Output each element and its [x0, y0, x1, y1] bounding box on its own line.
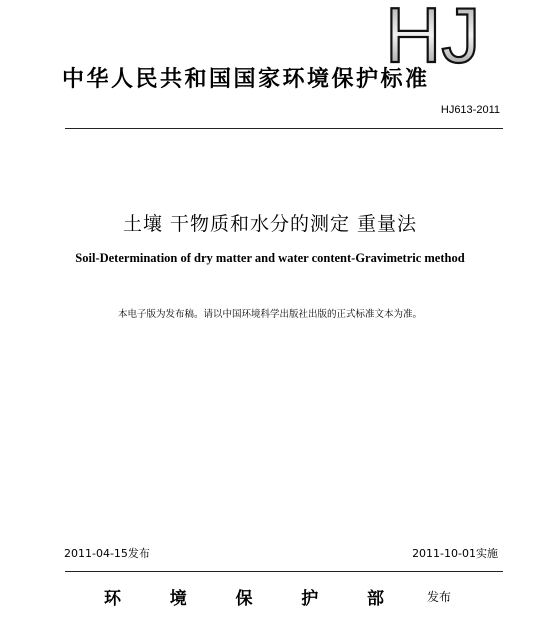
bottom-divider: [65, 571, 503, 572]
document-title-zh: 土壤 干物质和水分的测定 重量法: [122, 213, 418, 235]
issuer-char: 护: [301, 589, 319, 609]
document-title-en: Soil-Determination of dry matter and water content-Gravimetric method: [75, 251, 465, 265]
issuer-char: 保: [235, 589, 253, 609]
issuing-authority: [104, 584, 384, 609]
issuer-char: 环: [104, 589, 121, 609]
effective-date: 2011-10-01实施: [412, 547, 498, 560]
release-date: 2011-04-15发布: [64, 547, 150, 560]
edition-note: 本电子版为发布稿。请以中国环境科学出版社出版的正式标准文本为准。: [117, 309, 422, 320]
issuer-char: 境: [169, 589, 187, 609]
standard-number: HJ613-2011: [440, 104, 500, 116]
publish-label: 发布: [427, 590, 452, 604]
hj-logo-text: HJ: [385, 0, 481, 68]
hj-logo: [385, 0, 515, 68]
top-divider: [65, 128, 503, 129]
issuer-title: 中华人民共和国国家环境保护标准: [62, 67, 430, 92]
issuer-char: 部: [367, 589, 384, 609]
